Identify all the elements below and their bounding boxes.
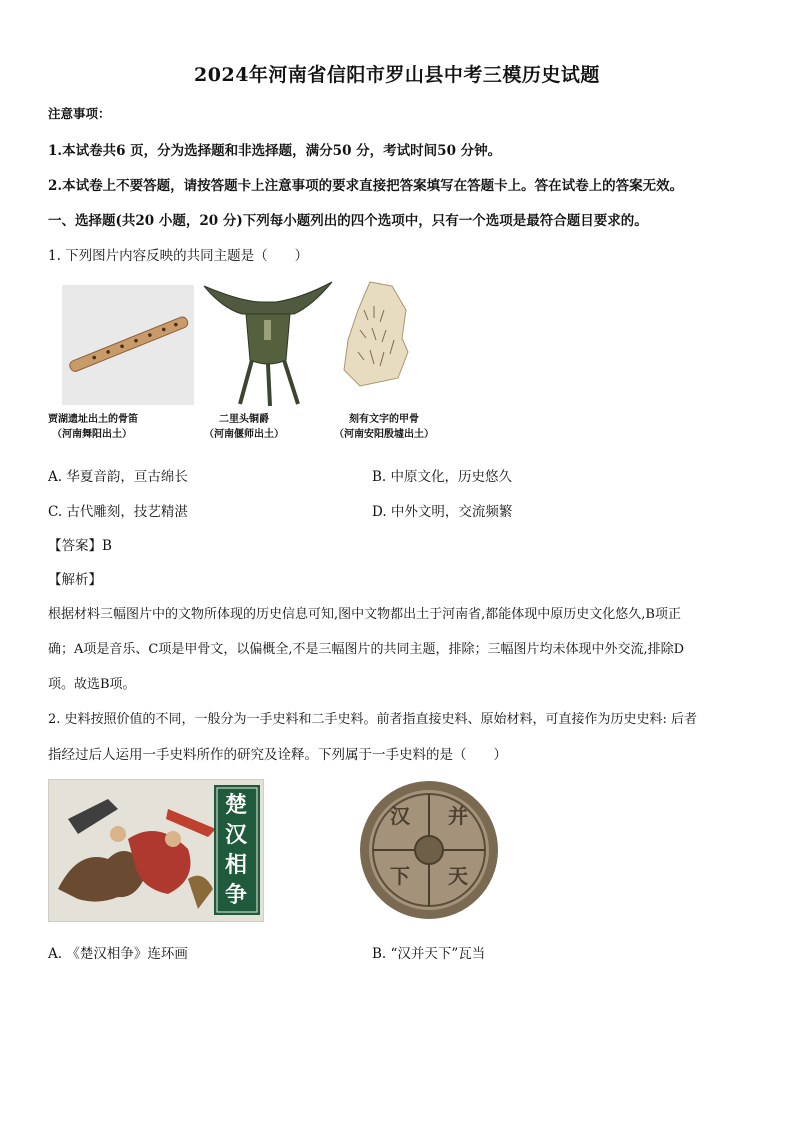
oracle-bone-image (340, 280, 420, 390)
q1-stem: 1. 下列图片内容反映的共同主题是（ ） (48, 248, 309, 264)
caption-oracle-origin: （河南安阳殷墟出土） (334, 429, 434, 440)
comic-title-char-2: 汉 (224, 822, 247, 848)
notes-item-1: 1.本试卷共6 页，分为选择题和非选择题，满分50 分，考试时间50 分钟。 (48, 143, 502, 159)
q1-option-b: B. 中原文化，历史悠久 (372, 469, 513, 485)
q2-stem-line-1: 2. 史料按照价值的不同，一般分为一手史料和二手史料。前者指直接史料、原始材料，可直接作为历史史料: 后者 (48, 712, 698, 727)
section-heading: 一、选择题(共20 小题，20 分)下列每小题列出的四个选项中，只有一个选项是最符合题目要求的。 (48, 213, 648, 229)
q1-option-c: C. 古代雕刻，技艺精湛 (48, 504, 188, 520)
caption-flute-name: 贾湖遗址出土的骨笛 (48, 414, 138, 425)
page-title: 2024年河南省信阳市罗山县中考三模历史试题 (194, 64, 600, 86)
tile-char-2: 并 (448, 804, 468, 828)
caption-jue-name: 二里头铜爵 (219, 414, 269, 425)
caption-oracle-name: 刻有文字的甲骨 (349, 414, 419, 425)
tile-char-4: 下 (390, 864, 410, 888)
comic-title-char-1: 楚 (224, 792, 247, 818)
q2-option-a: A. 《楚汉相争》连环画 (48, 946, 188, 962)
comic-title-char-3: 相 (224, 852, 247, 878)
bronze-jue-image (202, 280, 334, 408)
q2-option-b: B. “汉并天下”瓦当 (372, 946, 486, 962)
q1-option-d: D. 中外文明，交流频繁 (372, 504, 513, 520)
q1-answer: 【答案】B (48, 538, 112, 554)
caption-jue-origin: （河南偃师出土） (204, 429, 284, 440)
comic-title-char-4: 争 (224, 882, 247, 908)
q1-analysis-label: 【解析】 (48, 572, 102, 588)
bone-flute-image (62, 285, 194, 405)
comic-title (218, 790, 254, 910)
roof-tile-image (358, 779, 501, 922)
q1-option-a: A. 华夏音韵，亘古绵长 (48, 469, 188, 485)
notes-item-2: 2.本试卷上不要答题，请按答题卡上注意事项的要求直接把答案填写在答题卡上。答在试卷上的答案无效。 (48, 178, 684, 194)
q2-stem-line-2: 指经过后人运用一手史料所作的研究及诠释。下列属于一手史料的是（ ） (48, 747, 507, 763)
q1-analysis-line-3: 项。故选B项。 (48, 677, 136, 692)
caption-flute-origin: （河南舞阳出土） (52, 429, 132, 440)
q1-analysis-line-1: 根据材料三幅图片中的文物所体现的历史信息可知,图中文物都出土于河南省,都能体现中原历史文化悠久,B项正 (48, 607, 681, 622)
notes-heading: 注意事项： (48, 106, 111, 121)
tile-char-1: 汉 (390, 804, 410, 828)
tile-char-3: 天 (448, 864, 468, 888)
q1-analysis-line-2: 确；A项是音乐、C项是甲骨文，以偏概全,不是三幅图片的共同主题，排除；三幅图片均未体现中外交流,排除D (48, 642, 685, 657)
